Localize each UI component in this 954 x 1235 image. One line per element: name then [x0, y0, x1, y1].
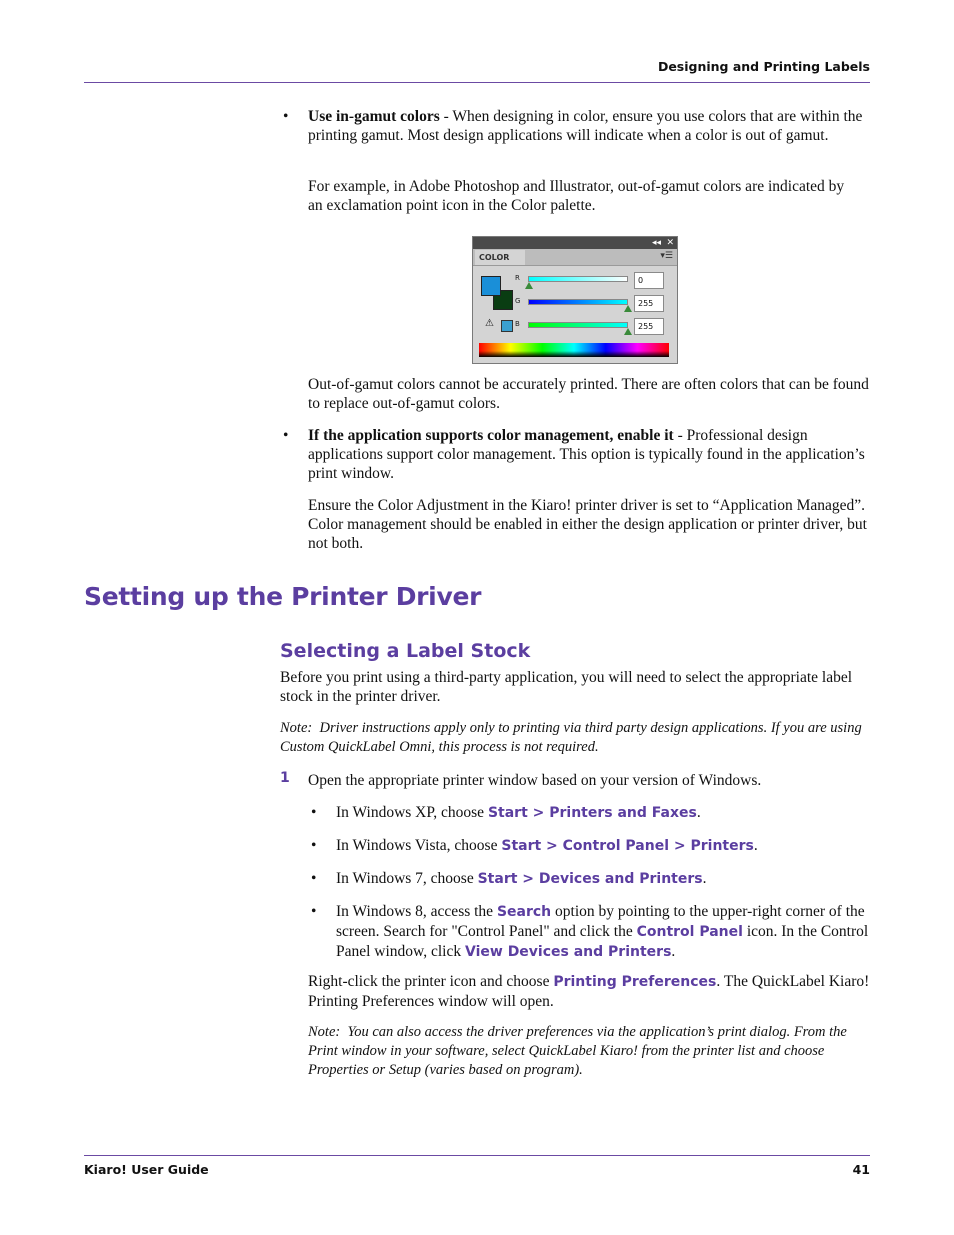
right-click-paragraph — [308, 972, 870, 1011]
bullet-title: If the application supports color management, enable it — [308, 427, 674, 444]
bullet-dot: • — [283, 108, 289, 125]
note-label: Note: — [308, 1024, 341, 1040]
out-of-gamut-paragraph: Out-of-gamut colors cannot be accurately printed. There are often colors that can be found to replace out-of-gamut colors. — [308, 376, 869, 412]
subsection-heading: Selecting a Label Stock — [280, 640, 531, 662]
windows-xp-item — [336, 803, 870, 823]
footer-title: Kiaro! User Guide — [84, 1162, 209, 1177]
item-text: option by pointing to the upper-right corner of the screen. Search for "Control Panel" and click the — [336, 903, 865, 940]
close-icon: ✕ — [666, 238, 674, 248]
item-text: icon. In the Control Panel window, click — [336, 923, 869, 960]
intro-paragraph: Before you print using a third-party application, you will need to select the appropriate label stock in the printer driver. — [280, 669, 853, 705]
gamut-warning-icon: ⚠ — [485, 318, 494, 329]
bullet-color-management — [308, 426, 868, 483]
bullet-in-gamut — [308, 107, 870, 145]
value-g: 255 — [634, 295, 664, 312]
item-text: In Windows XP, choose — [336, 804, 488, 821]
slider-thumb-g — [624, 305, 632, 312]
palette-tabrow — [473, 249, 677, 266]
note-text: Driver instructions apply only to printing via third party design applications. If you are using Custom QuickLabel Omni, this process is not required. — [280, 720, 862, 755]
menu-path-link: Start > Devices and Printers — [477, 871, 703, 887]
collapse-icon: ◂◂ — [651, 238, 661, 248]
note-driver — [280, 719, 870, 757]
color-spectrum — [479, 343, 669, 357]
footer-rule — [84, 1155, 870, 1156]
search-link: Search — [496, 904, 552, 920]
menu-path-link: Start > Control Panel > Printers — [501, 838, 754, 854]
note-print-dialog — [308, 1023, 870, 1080]
step-text: Open the appropriate printer window based on your version of Windows. — [308, 772, 762, 789]
bullet-dot: • — [311, 903, 317, 920]
item-text: . — [702, 870, 707, 887]
bullet-dot: • — [283, 427, 289, 444]
channel-label-r: R — [515, 274, 520, 282]
header-rule — [84, 82, 870, 83]
bullet-dot: • — [311, 870, 317, 887]
note-label: Note: — [280, 720, 313, 736]
item-text: . — [671, 943, 676, 960]
windows-8-item — [336, 902, 870, 962]
channel-label-g: G — [515, 297, 521, 305]
bullet-dot: • — [311, 804, 317, 821]
windows-vista-item — [336, 836, 870, 856]
section-heading: Setting up the Printer Driver — [84, 582, 482, 611]
note-text: You can also access the driver preferences via the application’s print dialog. From the Print window in your software, select QuickLabel Kiaro! from the printer list and choose Properties or Setup (varies based on program). — [308, 1024, 847, 1078]
item-text: In Windows 7, choose — [336, 870, 478, 887]
slider-b — [528, 322, 628, 328]
windows-7-item — [336, 869, 870, 889]
palette-tab-color: COLOR — [475, 250, 525, 265]
bullet-dot: • — [311, 837, 317, 854]
bullet-title: Use in-gamut colors — [308, 108, 440, 125]
printing-preferences-link: Printing Preferences — [553, 974, 717, 990]
item-text: . The QuickLabel Kiaro! Printing Preferences window will open. — [308, 973, 870, 1010]
item-text: Right-click the printer icon and choose — [308, 973, 554, 990]
bullet-text: - Professional design applications support color management. This option is typically found in the application’s print window. — [308, 427, 865, 482]
control-panel-link: Control Panel — [636, 924, 743, 940]
bullet-followup: For example, in Adobe Photoshop and Illustrator, out-of-gamut colors are indicated by an exclamation point icon in the Color palette. — [308, 178, 845, 214]
palette-titlebar — [473, 237, 677, 249]
view-devices-link: View Devices and Printers — [465, 944, 672, 960]
item-text: . — [696, 804, 701, 821]
value-r: 0 — [634, 272, 664, 289]
bullet-followup: Ensure the Color Adjustment in the Kiaro! printer driver is set to “Application Managed”. Color management should be enabled in either the design application or printer driver, but not both. — [308, 497, 867, 552]
palette-menu-icon: ▾☰ — [660, 251, 673, 261]
channel-label-b: B — [515, 320, 520, 328]
value-b: 255 — [634, 318, 664, 335]
item-text: In Windows 8, access the — [336, 903, 497, 920]
slider-r — [528, 276, 628, 282]
slider-thumb-r — [525, 282, 533, 289]
page-number: 41 — [852, 1162, 870, 1177]
slider-thumb-b — [624, 328, 632, 335]
menu-path-link: Start > Printers and Faxes — [487, 805, 697, 821]
foreground-swatch — [481, 276, 501, 296]
item-text: In Windows Vista, choose — [336, 837, 502, 854]
step-number: 1 — [280, 770, 290, 786]
color-palette-screenshot — [472, 236, 678, 364]
bullet-text: - When designing in color, ensure you use colors that are within the printing gamut. Most design applications will indicate when a color is out of gamut. — [308, 108, 863, 144]
item-text: . — [753, 837, 758, 854]
in-gamut-swatch — [501, 320, 513, 332]
slider-g — [528, 299, 628, 305]
running-header: Designing and Printing Labels — [657, 59, 870, 74]
